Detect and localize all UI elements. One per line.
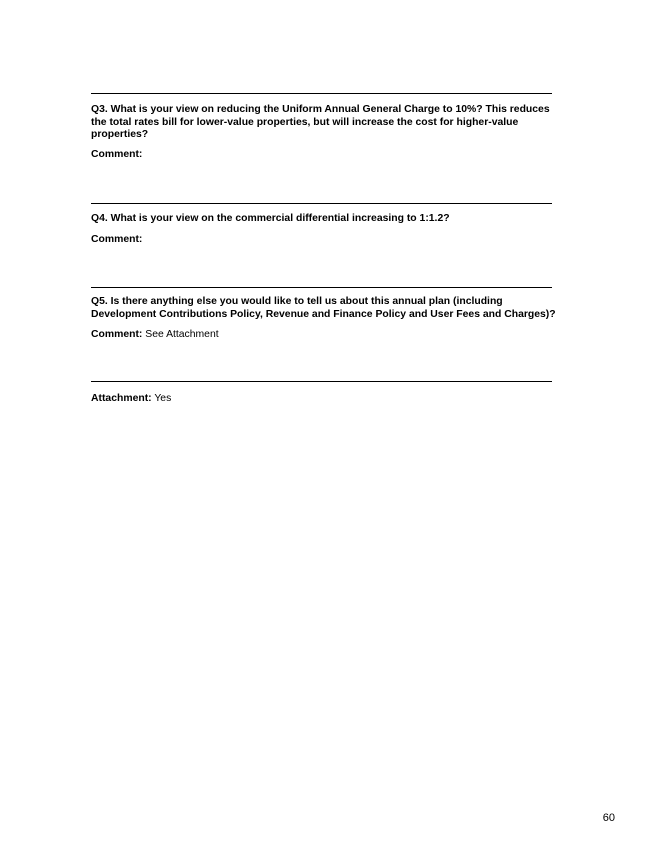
divider	[91, 203, 552, 204]
page-number: 60	[602, 812, 615, 824]
comment-row	[91, 149, 561, 162]
divider	[91, 93, 552, 94]
comment-row	[91, 329, 561, 342]
question-text: Q5. Is there anything else you would like to tell us about this annual plan (including Development Contributions Policy, Revenue and Finance Policy and User Fees and Charges)?	[91, 296, 556, 320]
comment-label: Comment:	[91, 148, 143, 160]
attachment-value: Yes	[154, 393, 172, 404]
comment-label: Comment:	[91, 233, 143, 245]
comment-row	[91, 234, 561, 247]
attachment-row	[91, 393, 561, 406]
question-q4	[91, 213, 561, 246]
attachment-label: Attachment:	[91, 393, 152, 404]
comment-value: See Attachment	[145, 329, 219, 340]
comment-label: Comment:	[91, 329, 143, 340]
question-q3	[91, 104, 561, 161]
question-q5	[91, 296, 561, 342]
question-text: Q4. What is your view on the commercial differential increasing to 1:1.2?	[91, 213, 450, 224]
question-text: Q3. What is your view on reducing the Uniform Annual General Charge to 10%? This reduces the total rates bill for lower-value properties, but will increase the cost for higher-value properties?	[91, 104, 550, 140]
divider	[91, 287, 552, 288]
divider	[91, 381, 552, 382]
